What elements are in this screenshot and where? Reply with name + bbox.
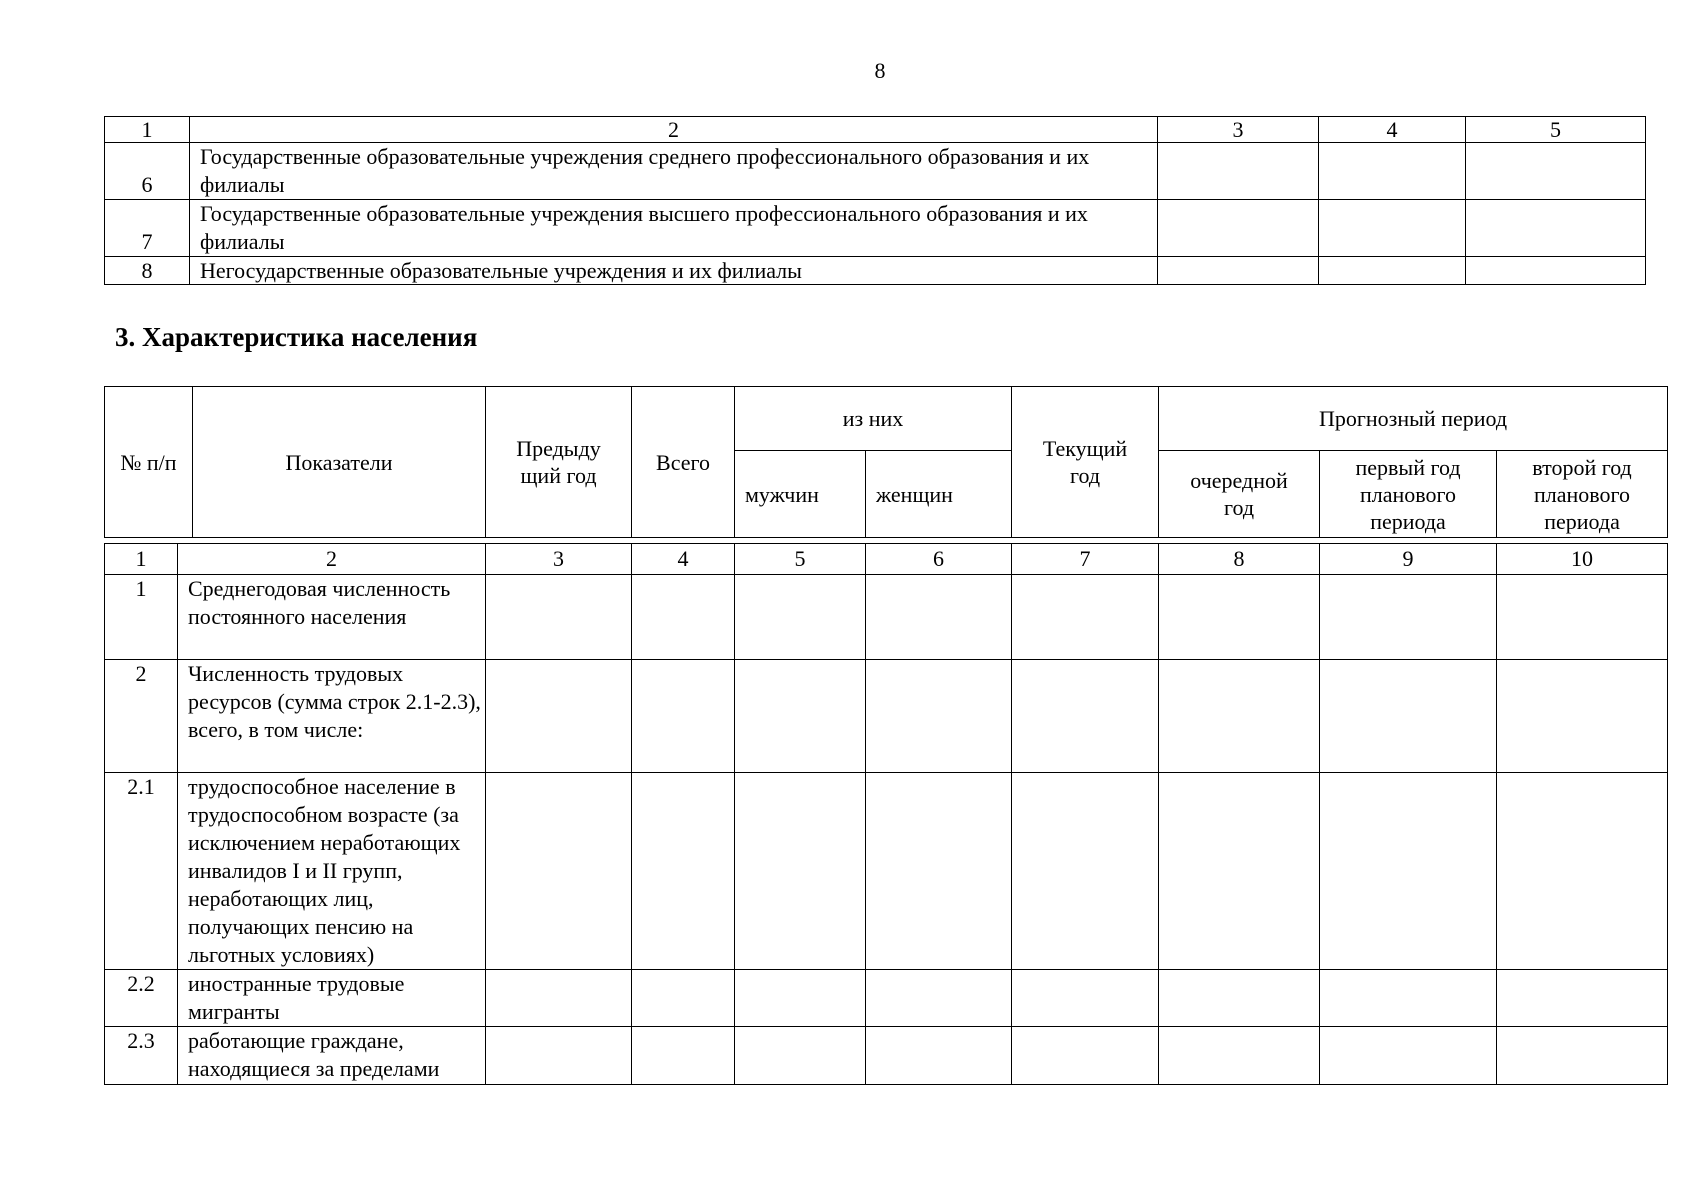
value-cell[interactable] xyxy=(866,660,1012,773)
column-number-cell: 5 xyxy=(1466,117,1646,143)
value-cell[interactable] xyxy=(1320,970,1497,1027)
population-table-body xyxy=(104,543,1668,1085)
column-number-cell: 3 xyxy=(486,544,632,575)
table-row xyxy=(105,1027,1668,1085)
value-cell[interactable] xyxy=(735,970,866,1027)
header-plan-year-2: второй год планового периода xyxy=(1497,451,1668,538)
value-cell[interactable] xyxy=(1012,660,1159,773)
value-cell[interactable] xyxy=(1158,257,1319,285)
table-row xyxy=(105,970,1668,1027)
value-cell[interactable] xyxy=(866,773,1012,970)
value-cell[interactable] xyxy=(1466,200,1646,257)
value-cell[interactable] xyxy=(486,1027,632,1085)
value-cell[interactable] xyxy=(632,1027,735,1085)
table-header-row xyxy=(105,117,1646,143)
header-men: мужчин xyxy=(735,451,866,538)
page-number: 8 xyxy=(874,58,886,83)
header-of-them: из них xyxy=(735,387,1012,451)
value-cell[interactable] xyxy=(1466,143,1646,200)
value-cell[interactable] xyxy=(632,660,735,773)
row-label: Государственные образовательные учреждения высшего профессионального образования и их филиалы xyxy=(190,200,1158,257)
column-number-cell: 2 xyxy=(178,544,486,575)
value-cell[interactable] xyxy=(735,575,866,660)
row-number: 6 xyxy=(105,143,190,200)
row-number: 2.1 xyxy=(105,773,178,970)
header-row-top xyxy=(105,387,1668,451)
column-number-cell: 8 xyxy=(1159,544,1320,575)
row-label: Численность трудовых ресурсов (сумма строк 2.1-2.3), всего, в том числе: xyxy=(178,660,486,773)
value-cell[interactable] xyxy=(632,575,735,660)
value-cell[interactable] xyxy=(1158,143,1319,200)
value-cell[interactable] xyxy=(632,970,735,1027)
table-row xyxy=(105,200,1646,257)
column-number-cell: 10 xyxy=(1497,544,1668,575)
row-label: Государственные образовательные учреждения среднего профессионального образования и их филиалы xyxy=(190,143,1158,200)
value-cell[interactable] xyxy=(1466,257,1646,285)
row-label: трудоспособное население в трудоспособном возрасте (за исключением неработающих инвалидов I и II групп, неработающих лиц, получающих пенсию на льготных условиях) xyxy=(178,773,486,970)
value-cell[interactable] xyxy=(486,773,632,970)
value-cell[interactable] xyxy=(1319,257,1466,285)
column-number-cell: 1 xyxy=(105,544,178,575)
row-number: 2 xyxy=(105,660,178,773)
header-total: Всего xyxy=(632,387,735,538)
value-cell[interactable] xyxy=(486,660,632,773)
row-label: работающие граждане, находящиеся за пределами xyxy=(178,1027,486,1085)
value-cell[interactable] xyxy=(1012,1027,1159,1085)
value-cell[interactable] xyxy=(1159,970,1320,1027)
row-number: 2.3 xyxy=(105,1027,178,1085)
row-label: Среднегодовая численность постоянного населения xyxy=(178,575,486,660)
value-cell[interactable] xyxy=(486,970,632,1027)
value-cell[interactable] xyxy=(866,970,1012,1027)
value-cell[interactable] xyxy=(1159,660,1320,773)
header-current-year: Текущий год xyxy=(1012,387,1159,538)
value-cell[interactable] xyxy=(1159,773,1320,970)
education-institutions-table xyxy=(104,116,1646,285)
value-cell[interactable] xyxy=(1497,970,1668,1027)
column-number-cell: 6 xyxy=(866,544,1012,575)
column-number-cell: 9 xyxy=(1320,544,1497,575)
population-table-header xyxy=(104,386,1668,538)
column-number-cell: 4 xyxy=(632,544,735,575)
value-cell[interactable] xyxy=(1159,1027,1320,1085)
column-number-cell: 2 xyxy=(190,117,1158,143)
value-cell[interactable] xyxy=(735,1027,866,1085)
value-cell[interactable] xyxy=(632,773,735,970)
value-cell[interactable] xyxy=(735,660,866,773)
column-number-cell: 4 xyxy=(1319,117,1466,143)
column-number-cell: 5 xyxy=(735,544,866,575)
value-cell[interactable] xyxy=(1320,773,1497,970)
row-label: Негосударственные образовательные учреждения и их филиалы xyxy=(190,257,1158,285)
section-title: 3. Характеристика населения xyxy=(115,322,478,352)
header-num: № п/п xyxy=(105,387,193,538)
header-women: женщин xyxy=(866,451,1012,538)
value-cell[interactable] xyxy=(1497,1027,1668,1085)
column-number-cell: 3 xyxy=(1158,117,1319,143)
row-number: 2.2 xyxy=(105,970,178,1027)
column-number-cell: 1 xyxy=(105,117,190,143)
column-numbers-row xyxy=(105,544,1668,575)
row-label: иностранные трудовые мигранты xyxy=(178,970,486,1027)
value-cell[interactable] xyxy=(1319,143,1466,200)
value-cell[interactable] xyxy=(1012,773,1159,970)
value-cell[interactable] xyxy=(486,575,632,660)
column-number-cell: 7 xyxy=(1012,544,1159,575)
value-cell[interactable] xyxy=(1497,660,1668,773)
row-number: 7 xyxy=(105,200,190,257)
row-number: 1 xyxy=(105,575,178,660)
value-cell[interactable] xyxy=(735,773,866,970)
table-row xyxy=(105,660,1668,773)
value-cell[interactable] xyxy=(1159,575,1320,660)
value-cell[interactable] xyxy=(1012,575,1159,660)
value-cell[interactable] xyxy=(1320,575,1497,660)
header-forecast: Прогнозный период xyxy=(1159,387,1668,451)
row-number: 8 xyxy=(105,257,190,285)
value-cell[interactable] xyxy=(1319,200,1466,257)
value-cell[interactable] xyxy=(1497,773,1668,970)
table-row xyxy=(105,575,1668,660)
value-cell[interactable] xyxy=(1012,970,1159,1027)
header-next-year: очередной год xyxy=(1159,451,1320,538)
table-row xyxy=(105,257,1646,285)
value-cell[interactable] xyxy=(1497,575,1668,660)
value-cell[interactable] xyxy=(1320,1027,1497,1085)
table-row xyxy=(105,143,1646,200)
header-indicator: Показатели xyxy=(193,387,486,538)
value-cell[interactable] xyxy=(866,575,1012,660)
value-cell[interactable] xyxy=(866,1027,1012,1085)
header-prev-year: Предыду щий год xyxy=(486,387,632,538)
table-row xyxy=(105,773,1668,970)
value-cell[interactable] xyxy=(1158,200,1319,257)
header-plan-year-1: первый год планового периода xyxy=(1320,451,1497,538)
value-cell[interactable] xyxy=(1320,660,1497,773)
